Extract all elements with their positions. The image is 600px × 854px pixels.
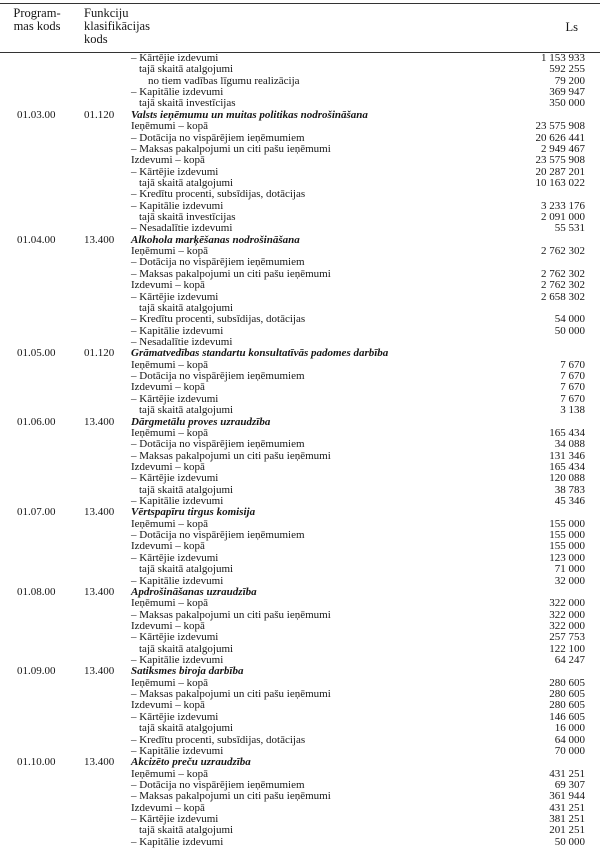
row-label: – Kārtējie izdevumi xyxy=(131,165,219,178)
program-code: 01.09.00 xyxy=(17,665,56,678)
table-row xyxy=(0,644,600,655)
row-label: Ieņēmumi – kopā xyxy=(131,120,208,133)
amount-value: 20 287 201 xyxy=(535,165,585,178)
table-row xyxy=(0,53,600,64)
table-row xyxy=(0,87,600,98)
table-row xyxy=(0,371,600,382)
program-code-header xyxy=(2,7,72,33)
amount-value: 431 251 xyxy=(549,801,585,814)
amount-value: 45 346 xyxy=(554,495,585,508)
table-row xyxy=(0,530,600,541)
table-row xyxy=(0,64,600,75)
row-label: – Kārtējie izdevumi xyxy=(131,52,219,64)
row-label: Izdevumi – kopā xyxy=(131,540,205,553)
amount-value: 131 346 xyxy=(549,449,585,462)
row-label: – Dotācija no vispārējiem ieņēmumiem xyxy=(131,779,305,791)
amount-value: 7 670 xyxy=(560,370,585,383)
row-label: – Kapitālie izdevumi xyxy=(131,744,224,757)
table-row xyxy=(0,144,600,155)
amount-value: 146 605 xyxy=(549,710,585,723)
table-row xyxy=(0,121,600,132)
row-label: tajā skaitā investīcijas xyxy=(139,211,236,224)
amount-value: 23 575 908 xyxy=(535,120,585,133)
function-code: 01.120 xyxy=(84,108,115,121)
amount-value: 3 138 xyxy=(560,404,585,417)
row-label: Ieņēmumi – kopā xyxy=(131,597,208,610)
row-label: – Maksas pakalpojumi un citi pašu ieņēmumi xyxy=(131,142,331,155)
table-row xyxy=(0,700,600,711)
row-label: Izdevumi – kopā xyxy=(131,460,205,473)
function-code: 13.400 xyxy=(84,665,115,678)
amount-value: 122 100 xyxy=(549,642,585,655)
function-code: 13.400 xyxy=(84,756,115,769)
row-label: – Kapitālie izdevumi xyxy=(131,324,224,337)
row-label: – Dotācija no vispārējiem ieņēmumiem xyxy=(131,438,305,451)
program-title-row xyxy=(0,235,600,246)
row-label: – Kārtējie izdevumi xyxy=(131,813,219,826)
amount-value: 350 000 xyxy=(549,97,585,110)
table-row xyxy=(0,212,600,223)
table-row xyxy=(0,292,600,303)
amount-value: 361 944 xyxy=(549,790,585,803)
row-label: – Kredītu procenti, subsīdijas, dotācijas xyxy=(131,733,306,746)
row-label: Ieņēmumi – kopā xyxy=(131,426,208,439)
amount-value: 7 670 xyxy=(560,381,585,394)
amount-value: 592 255 xyxy=(549,63,585,76)
row-label: tajā skaitā investīcijas xyxy=(139,97,236,110)
amount-value: 201 251 xyxy=(549,824,585,837)
table-row xyxy=(0,201,600,212)
amount-value: 79 200 xyxy=(554,74,585,87)
table-row xyxy=(0,791,600,802)
amount-value: 54 000 xyxy=(554,313,585,326)
amount-value: 155 000 xyxy=(549,517,585,530)
table-row xyxy=(0,723,600,734)
program-title: Akcizēto preču uzraudzība xyxy=(131,756,251,769)
function-code: 01.120 xyxy=(84,347,115,360)
function-code-header-line1: Funkciju xyxy=(84,6,129,20)
program-code-header-line2: mas kods xyxy=(13,19,61,33)
amount-value: 120 088 xyxy=(549,472,585,485)
row-label: – Maksas pakalpojumi un citi pašu ieņēmumi xyxy=(131,790,331,803)
row-label: tajā skaitā atalgojumi xyxy=(139,722,234,735)
table-row xyxy=(0,485,600,496)
program-title: Alkohola marķēšanas nodrošināšana xyxy=(131,233,300,246)
program-title: Apdrošināšanas uzraudzība xyxy=(131,585,257,598)
row-label: Izdevumi – kopā xyxy=(131,801,205,814)
table-row xyxy=(0,280,600,291)
table-row xyxy=(0,382,600,393)
amount-value: 165 434 xyxy=(549,460,585,473)
amount-value: 2 762 302 xyxy=(541,267,585,280)
table-row xyxy=(0,439,600,450)
program-code: 01.07.00 xyxy=(17,506,56,519)
row-label: Izdevumi – kopā xyxy=(131,279,205,292)
row-label: tajā skaitā atalgojumi xyxy=(139,176,234,189)
table-row xyxy=(0,632,600,643)
row-label: Izdevumi – kopā xyxy=(131,154,205,167)
program-code: 01.03.00 xyxy=(17,108,56,121)
row-label: – Dotācija no vispārējiem ieņēmumiem xyxy=(131,256,305,269)
table-row xyxy=(0,462,600,473)
table-row xyxy=(0,553,600,564)
table-row xyxy=(0,326,600,337)
row-label: no tiem vadības līgumu realizācija xyxy=(148,74,300,87)
row-label: – Kapitālie izdevumi xyxy=(131,495,224,508)
row-label: tajā skaitā atalgojumi xyxy=(139,404,234,417)
row-label: – Maksas pakalpojumi un citi pašu ieņēmumi xyxy=(131,608,331,621)
program-title-row xyxy=(0,587,600,598)
amount-value: 32 000 xyxy=(554,574,585,587)
amount-value: 2 949 467 xyxy=(541,142,585,155)
row-label: Ieņēmumi – kopā xyxy=(131,358,208,371)
table-row xyxy=(0,712,600,723)
row-label: Izdevumi – kopā xyxy=(131,619,205,632)
row-label: Ieņēmumi – kopā xyxy=(131,517,208,530)
table-row xyxy=(0,837,600,848)
row-label: – Dotācija no vispārējiem ieņēmumiem xyxy=(131,370,305,383)
amount-value: 2 091 000 xyxy=(541,211,585,224)
amount-value: 2 762 302 xyxy=(541,245,585,258)
amount-value: 369 947 xyxy=(549,86,585,99)
row-label: – Maksas pakalpojumi un citi pašu ieņēmumi xyxy=(131,267,331,280)
row-label: – Kārtējie izdevumi xyxy=(131,551,219,564)
amount-value: 16 000 xyxy=(554,722,585,735)
function-code-header-line3: kods xyxy=(84,32,108,46)
row-label: Izdevumi – kopā xyxy=(131,381,205,394)
row-label: tajā skaitā atalgojumi xyxy=(139,301,234,314)
amount-value: 3 233 176 xyxy=(541,199,585,212)
amount-value: 55 531 xyxy=(554,222,585,235)
amount-value: 50 000 xyxy=(554,324,585,337)
amount-value: 155 000 xyxy=(549,540,585,553)
amount-value: 7 670 xyxy=(560,358,585,371)
currency-header: Ls xyxy=(565,20,578,34)
function-code: 13.400 xyxy=(84,506,115,519)
row-label: – Nesadalītie izdevumi xyxy=(131,222,233,235)
amount-value: 38 783 xyxy=(554,483,585,496)
table-row xyxy=(0,451,600,462)
amount-value: 10 163 022 xyxy=(535,176,585,189)
table-row xyxy=(0,155,600,166)
function-code: 13.400 xyxy=(84,233,115,246)
program-title-row xyxy=(0,757,600,768)
amount-value: 165 434 xyxy=(549,426,585,439)
row-label: – Nesadalītie izdevumi xyxy=(131,335,233,348)
amount-value: 155 000 xyxy=(549,529,585,542)
row-label: – Kārtējie izdevumi xyxy=(131,631,219,644)
row-label: – Kapitālie izdevumi xyxy=(131,654,224,667)
row-label: – Kredītu procenti, subsīdijas, dotācijas xyxy=(131,188,306,201)
table-header xyxy=(0,3,600,53)
amount-value: 322 000 xyxy=(549,608,585,621)
table-row xyxy=(0,825,600,836)
program-title: Satiksmes biroja darbība xyxy=(131,665,244,678)
row-label: Izdevumi – kopā xyxy=(131,699,205,712)
table-row xyxy=(0,814,600,825)
budget-table-body xyxy=(0,53,600,848)
table-row xyxy=(0,189,600,200)
row-label: – Kapitālie izdevumi xyxy=(131,835,224,848)
table-row xyxy=(0,598,600,609)
row-label: tajā skaitā atalgojumi xyxy=(139,63,234,76)
row-label: – Maksas pakalpojumi un citi pašu ieņēmumi xyxy=(131,449,331,462)
table-row xyxy=(0,564,600,575)
amount-value: 280 605 xyxy=(549,688,585,701)
row-label: – Kārtējie izdevumi xyxy=(131,290,219,303)
table-row xyxy=(0,394,600,405)
program-code: 01.04.00 xyxy=(17,233,56,246)
function-code: 13.400 xyxy=(84,415,115,428)
program-title-row xyxy=(0,507,600,518)
table-row xyxy=(0,803,600,814)
row-label: tajā skaitā atalgojumi xyxy=(139,824,234,837)
table-row xyxy=(0,314,600,325)
amount-value: 1 153 933 xyxy=(541,52,585,64)
row-label: – Kapitālie izdevumi xyxy=(131,199,224,212)
row-label: Ieņēmumi – kopā xyxy=(131,245,208,258)
function-code: 13.400 xyxy=(84,585,115,598)
table-row xyxy=(0,76,600,87)
amount-value: 381 251 xyxy=(549,813,585,826)
program-title: Valsts ieņēmumu un muitas politikas nodrošināšana xyxy=(131,108,368,121)
row-label: tajā skaitā atalgojumi xyxy=(139,563,234,576)
table-row xyxy=(0,167,600,178)
row-label: Ieņēmumi – kopā xyxy=(131,767,208,780)
table-row xyxy=(0,473,600,484)
row-label: – Maksas pakalpojumi un citi pašu ieņēmumi xyxy=(131,688,331,701)
amount-value: 322 000 xyxy=(549,619,585,632)
program-code: 01.05.00 xyxy=(17,347,56,360)
program-title-row xyxy=(0,417,600,428)
row-label: – Kredītu procenti, subsīdijas, dotācijas xyxy=(131,313,306,326)
amount-value: 322 000 xyxy=(549,597,585,610)
row-label: Ieņēmumi – kopā xyxy=(131,676,208,689)
amount-value: 431 251 xyxy=(549,767,585,780)
program-title: Vērtspapīru tirgus komisija xyxy=(131,506,256,519)
program-title-row xyxy=(0,666,600,677)
program-title: Dārgmetālu proves uzraudzība xyxy=(131,415,271,428)
amount-value: 257 753 xyxy=(549,631,585,644)
amount-value: 280 605 xyxy=(549,699,585,712)
amount-value: 70 000 xyxy=(554,744,585,757)
amount-value: 2 762 302 xyxy=(541,279,585,292)
table-row xyxy=(0,269,600,280)
amount-value: 123 000 xyxy=(549,551,585,564)
function-code-header-line2: klasifikācijas xyxy=(84,19,150,33)
table-row xyxy=(0,405,600,416)
amount-value: 34 088 xyxy=(554,438,585,451)
table-row xyxy=(0,621,600,632)
amount-value: 69 307 xyxy=(554,779,585,791)
amount-value: 20 626 441 xyxy=(535,131,585,144)
table-row xyxy=(0,689,600,700)
function-code-header xyxy=(84,7,174,46)
row-label: – Kapitālie izdevumi xyxy=(131,86,224,99)
amount-value: 7 670 xyxy=(560,392,585,405)
amount-value: 71 000 xyxy=(554,563,585,576)
program-code: 01.10.00 xyxy=(17,756,56,769)
amount-value: 280 605 xyxy=(549,676,585,689)
amount-value: 23 575 908 xyxy=(535,154,585,167)
row-label: tajā skaitā atalgojumi xyxy=(139,642,234,655)
row-label: – Kārtējie izdevumi xyxy=(131,392,219,405)
table-row xyxy=(0,541,600,552)
program-code-header-line1: Program- xyxy=(13,6,61,20)
amount-value: 2 658 302 xyxy=(541,290,585,303)
table-row xyxy=(0,735,600,746)
row-label: – Dotācija no vispārējiem ieņēmumiem xyxy=(131,131,305,144)
program-title-row xyxy=(0,110,600,121)
row-label: tajā skaitā atalgojumi xyxy=(139,483,234,496)
row-label: – Kapitālie izdevumi xyxy=(131,574,224,587)
program-code: 01.06.00 xyxy=(17,415,56,428)
program-code: 01.08.00 xyxy=(17,585,56,598)
program-title: Grāmatvedības standartu konsultatīvās padomes darbība xyxy=(131,347,389,360)
amount-value: 50 000 xyxy=(554,835,585,848)
program-title-row xyxy=(0,348,600,359)
amount-value: 64 247 xyxy=(554,654,585,667)
row-label: – Kārtējie izdevumi xyxy=(131,472,219,485)
table-row xyxy=(0,610,600,621)
amount-value: 64 000 xyxy=(554,733,585,746)
row-label: – Kārtējie izdevumi xyxy=(131,710,219,723)
row-label: – Dotācija no vispārējiem ieņēmumiem xyxy=(131,529,305,542)
